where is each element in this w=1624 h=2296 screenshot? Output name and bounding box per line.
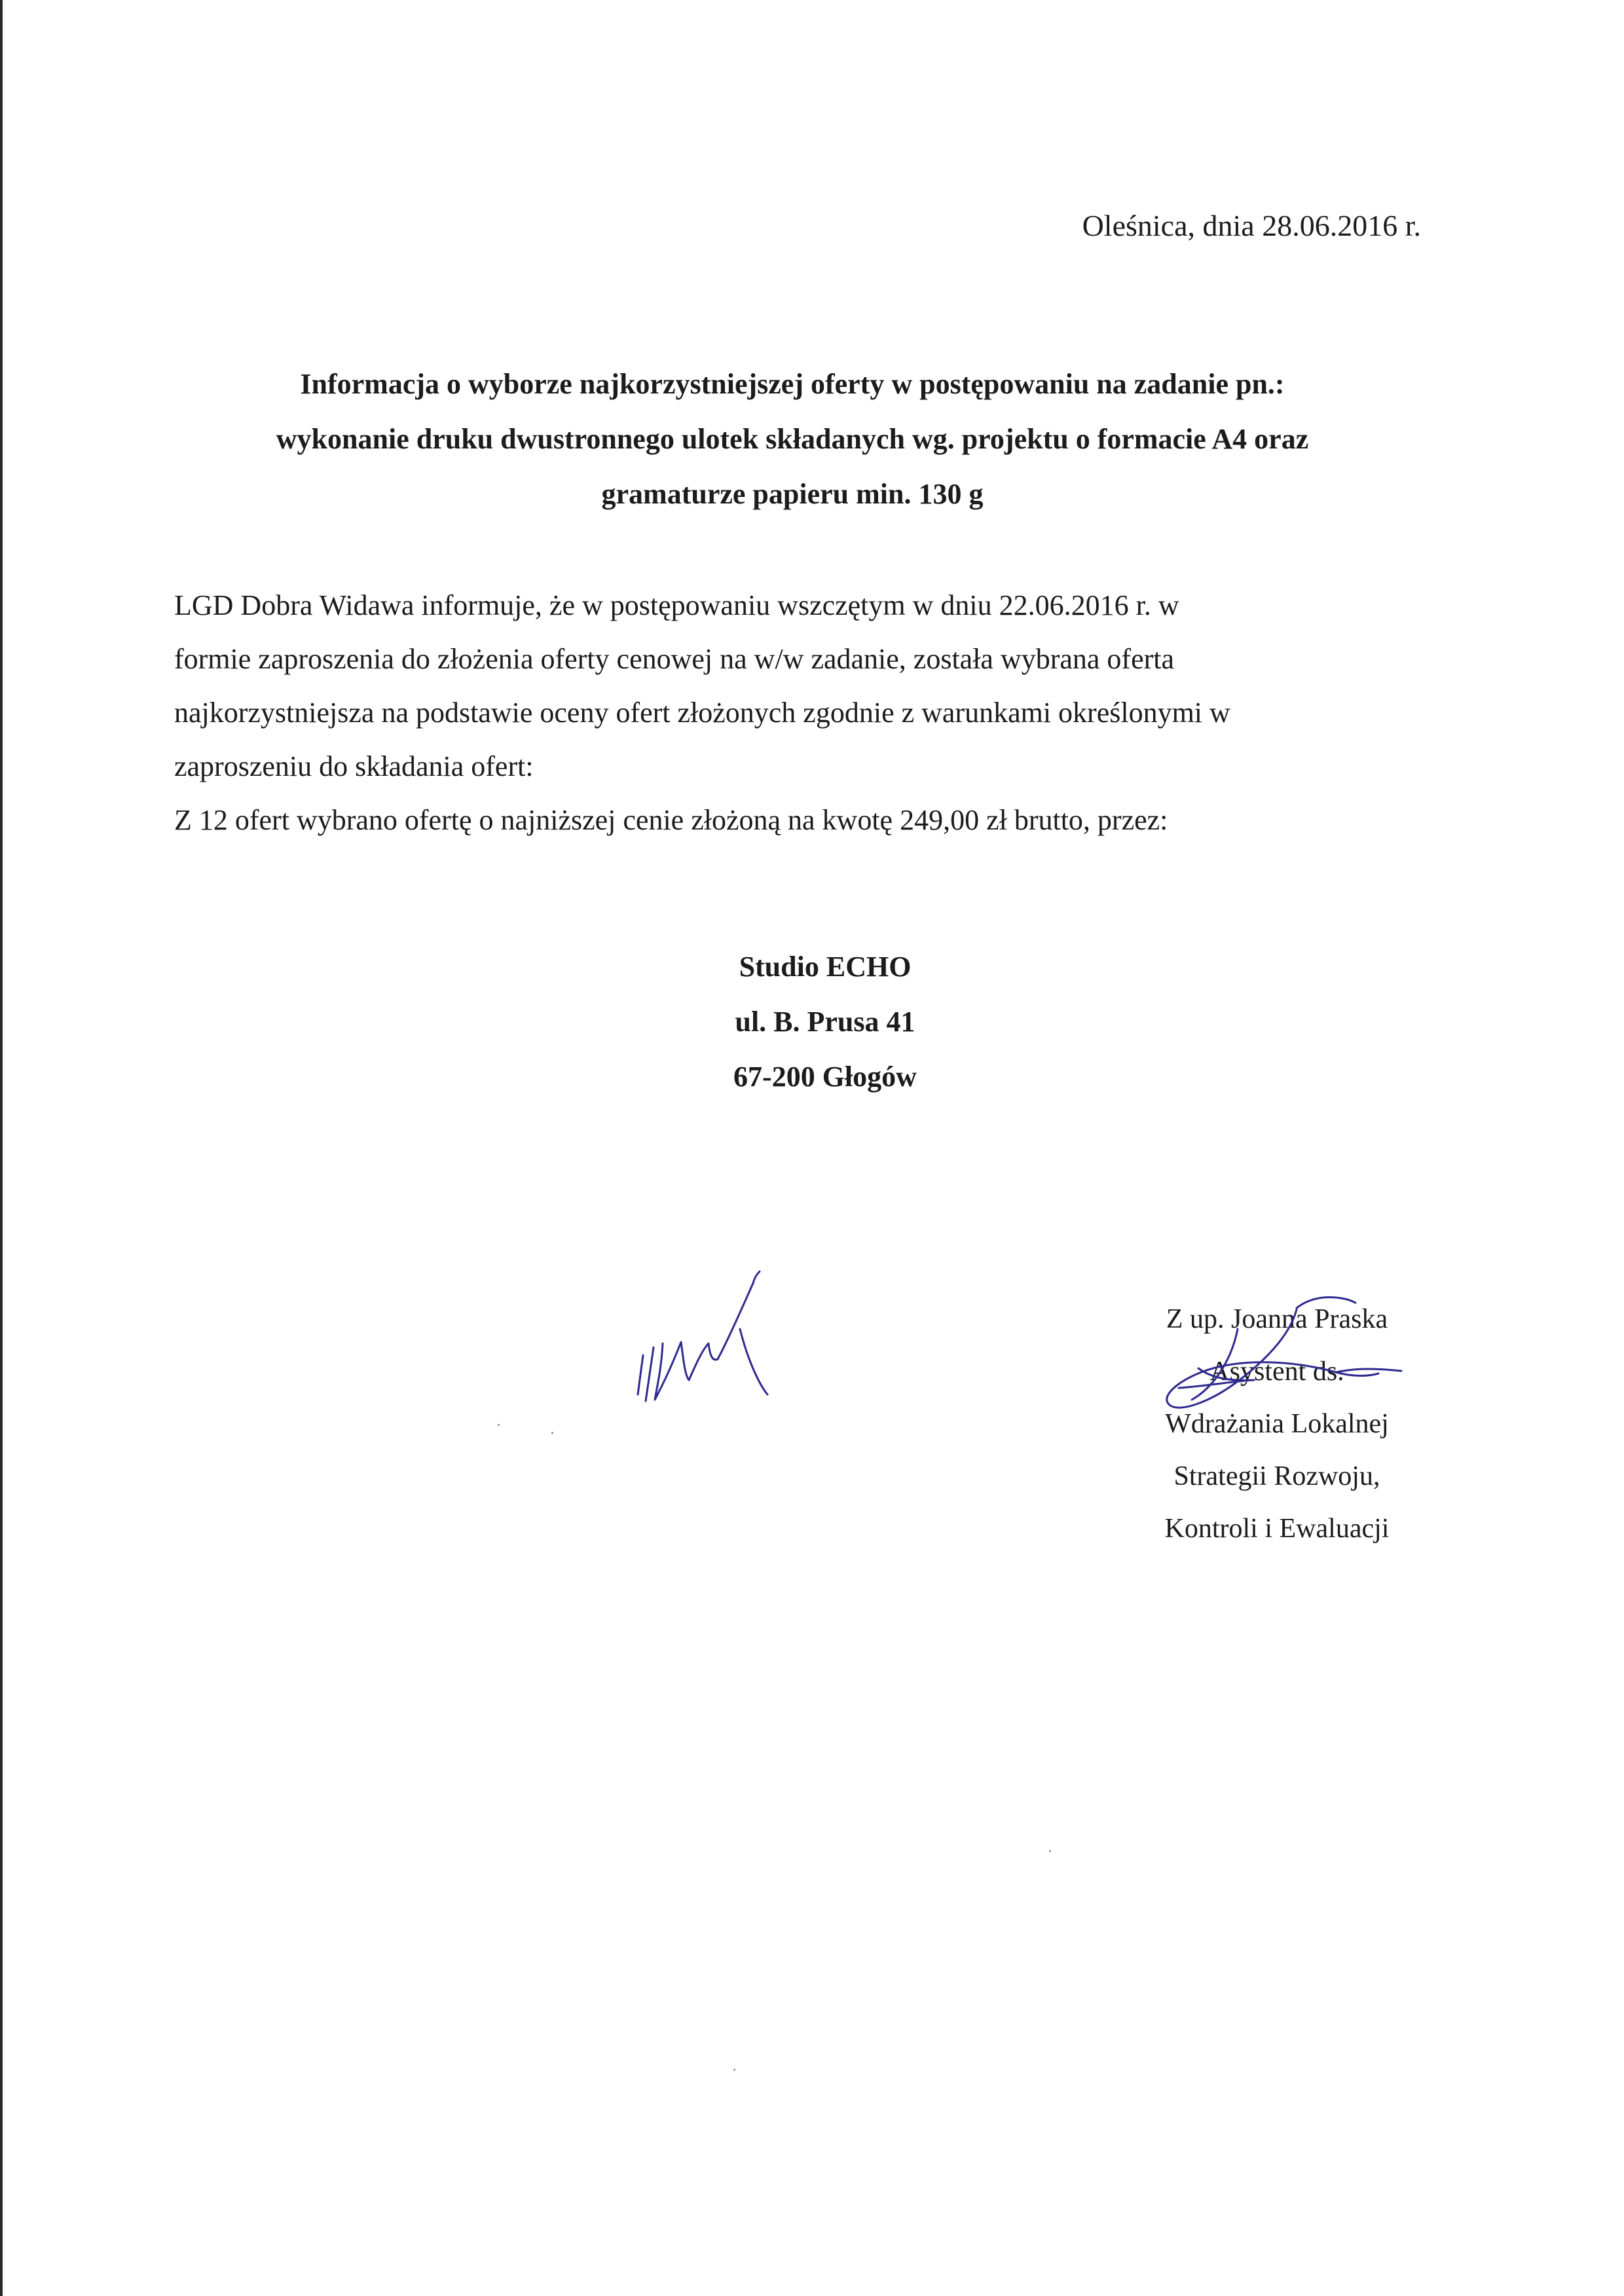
body-line-2: formie zaproszenia do złożenia oferty cenowej na w/w zadanie, została wybrana oferta <box>174 643 1175 675</box>
handwritten-signature-right <box>1139 1290 1414 1453</box>
signer-line-5: Kontroli i Ewaluacji <box>1164 1514 1390 1544</box>
recipient-address <box>589 939 1061 1104</box>
recipient-city: 67-200 Głogów <box>733 1061 917 1093</box>
body-line-4: zaproszeniu do składania ofert: <box>174 750 534 782</box>
signer-line-4: Strategii Rozwoju, <box>1173 1461 1380 1491</box>
recipient-street: ul. B. Prusa 41 <box>735 1006 915 1038</box>
signer-line-1: Z up. Joanna Praska <box>1166 1304 1388 1334</box>
scan-speck <box>1049 1850 1051 1852</box>
document-title <box>164 357 1421 522</box>
signer-line-2: Asystent ds. <box>1209 1357 1344 1387</box>
title-line-2: wykonanie druku dwustronnego ulotek składanych wg. projektu o formacie A4 oraz <box>276 423 1309 455</box>
handwritten-signature-left <box>629 1270 819 1427</box>
scan-speck <box>498 1424 500 1426</box>
title-line-1: Informacja o wyborze najkorzystniejszej oferty w postępowaniu na zadanie pn.: <box>300 368 1285 400</box>
scan-speck <box>733 2069 735 2071</box>
scan-speck <box>551 1432 553 1434</box>
page-edge <box>0 0 3 2296</box>
body-line-1: LGD Dobra Widawa informuje, że w postępowaniu wszczętym w dniu 22.06.2016 r. w <box>174 589 1179 621</box>
title-line-3: gramaturze papieru min. 130 g <box>601 478 984 510</box>
body-paragraph <box>174 579 1451 847</box>
recipient-name: Studio ECHO <box>739 951 912 983</box>
signer-line-3: Wdrażania Lokalnej <box>1165 1409 1389 1439</box>
place-date: Oleśnica, dnia 28.06.2016 r. <box>1082 209 1421 242</box>
body-line-3: najkorzystniejsza na podstawie oceny ofert złożonych zgodnie z warunkami określonymi w <box>174 697 1230 729</box>
body-line-5: Z 12 ofert wybrano ofertę o najniższej cenie złożoną na kwotę 249,00 zł brutto, przez: <box>174 804 1168 836</box>
